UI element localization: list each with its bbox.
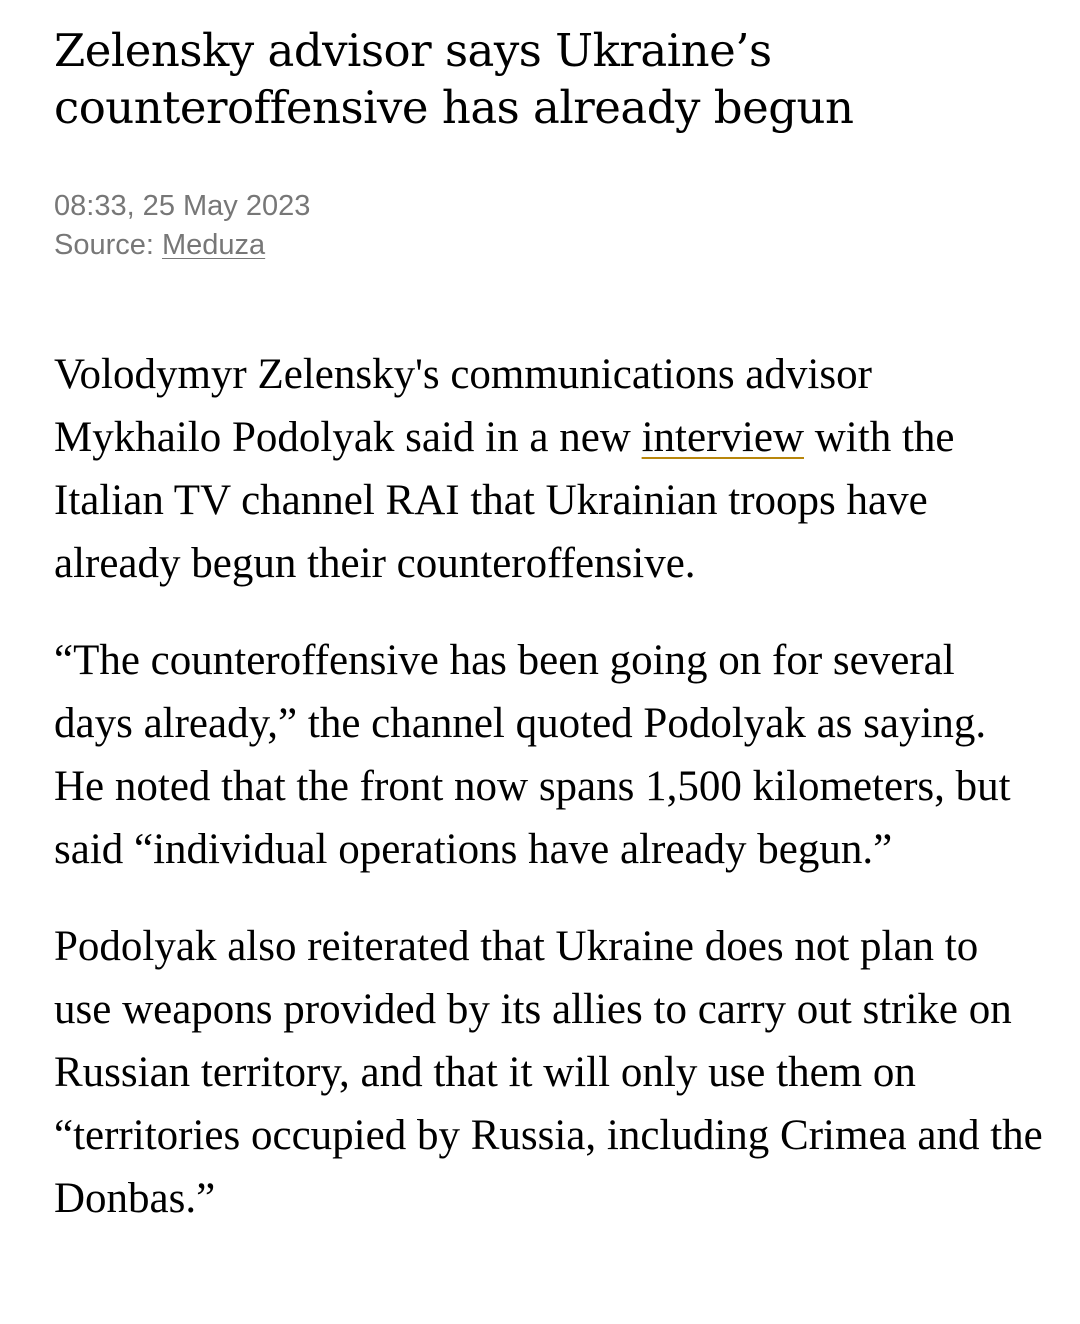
article-body xyxy=(54,343,1044,1230)
paragraph-2: “The counteroffensive has been going on for several days already,” the channel quoted Podolyak as saying. He noted that the front now spans 1,500 kilometers, but said “individual operations have already begun.” xyxy=(54,637,1011,873)
paragraph-1-text-after: with the Italian TV channel RAI that Ukrainian troops have already begun their counteroffensive. xyxy=(54,414,955,587)
paragraph-3: Podolyak also reiterated that Ukraine does not plan to use weapons provided by its allies to carry out strike on Russian territory, and that it will only use them on “territories occupied by Russia, including Crimea and the Donbas.” xyxy=(54,923,1043,1222)
article-source xyxy=(54,226,1044,265)
article xyxy=(54,22,1044,1264)
interview-link[interactable]: interview xyxy=(641,414,804,461)
article-meta xyxy=(54,187,1044,265)
article-datetime: 08:33, 25 May 2023 xyxy=(54,190,311,222)
paragraph-1-text-before: Volodymyr Zelensky's communications advisor Mykhailo Podolyak said in a new xyxy=(54,351,872,461)
source-label: Source: xyxy=(54,229,162,261)
article-title: Zelensky advisor says Ukraine’s counteroffensive has already begun xyxy=(54,24,854,134)
source-link[interactable]: Meduza xyxy=(162,229,266,261)
paragraph-1 xyxy=(54,343,1044,595)
